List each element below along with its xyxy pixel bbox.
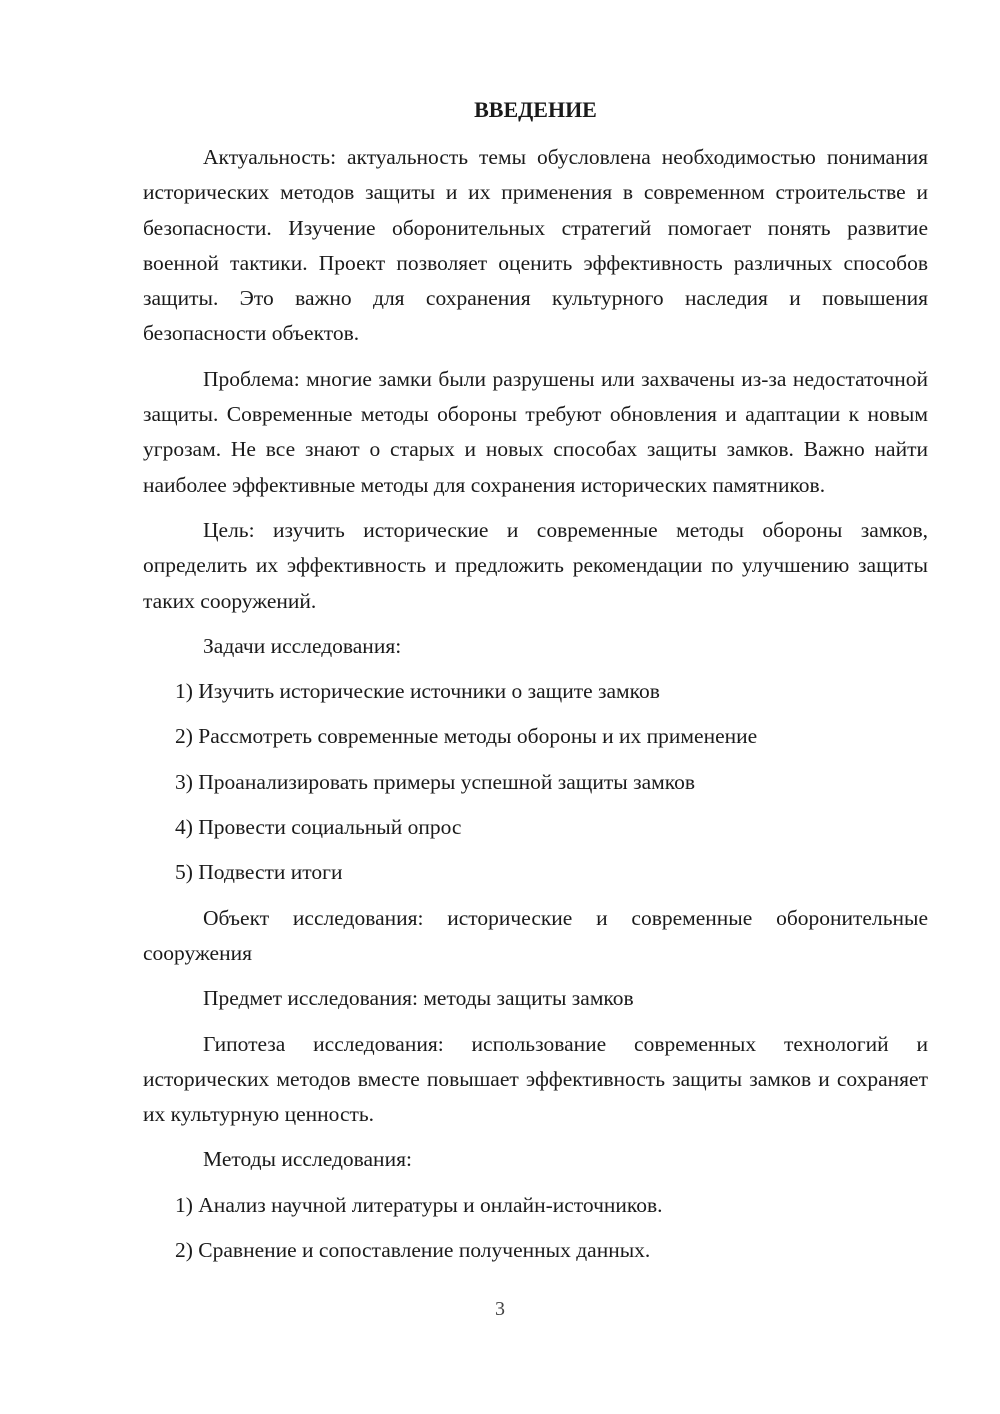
task-item: 4) Провести социальный опрос bbox=[175, 815, 462, 840]
method-item: 2) Сравнение и сопоставление полученных данных. bbox=[175, 1238, 651, 1263]
tasks-title: Задачи исследования: bbox=[203, 633, 402, 658]
hypothesis-paragraph: Гипотеза исследования: использование современных технологий и исторических методов вместе повышает эффективность защиты замков и сохраняет их культурную ценность. bbox=[143, 1031, 928, 1127]
subject-paragraph: Предмет исследования: методы защиты замков bbox=[203, 986, 634, 1011]
task-item: 1) Изучить исторические источники о защите замков bbox=[175, 679, 660, 704]
page-number: 3 bbox=[495, 1298, 505, 1320]
document-page bbox=[143, 92, 928, 1268]
relevance-paragraph: Актуальность: актуальность темы обусловлена необходимостью понимания исторических методов защиты и их применения в современном строительстве и безопасности. Изучение оборонительных стратегий помогает понять развитие военной тактики. Проект позволяет оценить эффективность различных способов защиты. Это важно для сохранения культурного наследия и повышения безопасности объектов. bbox=[143, 145, 928, 346]
object-paragraph: Объект исследования: исторические и современные оборонительные сооружения bbox=[143, 905, 928, 965]
task-item: 3) Проанализировать примеры успешной защиты замков bbox=[175, 769, 695, 794]
method-item: 1) Анализ научной литературы и онлайн-источников. bbox=[175, 1192, 663, 1217]
problem-paragraph: Проблема: многие замки были разрушены или захвачены из-за недостаточной защиты. Современные методы обороны требуют обновления и адаптации к новым угрозам. Не все знают о старых и новых способах защиты замков. Важно найти наиболее эффективные методы для сохранения исторических памятников. bbox=[143, 366, 928, 497]
task-item: 5) Подвести итоги bbox=[175, 860, 343, 885]
task-item: 2) Рассмотреть современные методы обороны и их применение bbox=[175, 724, 758, 749]
methods-list bbox=[143, 1188, 928, 1269]
methods-title: Методы исследования: bbox=[203, 1147, 412, 1172]
tasks-list bbox=[143, 674, 928, 890]
goal-paragraph: Цель: изучить исторические и современные методы обороны замков, определить их эффективность и предложить рекомендации по улучшению защиты таких сооружений. bbox=[143, 517, 928, 613]
section-heading: ВВЕДЕНИЕ bbox=[474, 97, 597, 122]
